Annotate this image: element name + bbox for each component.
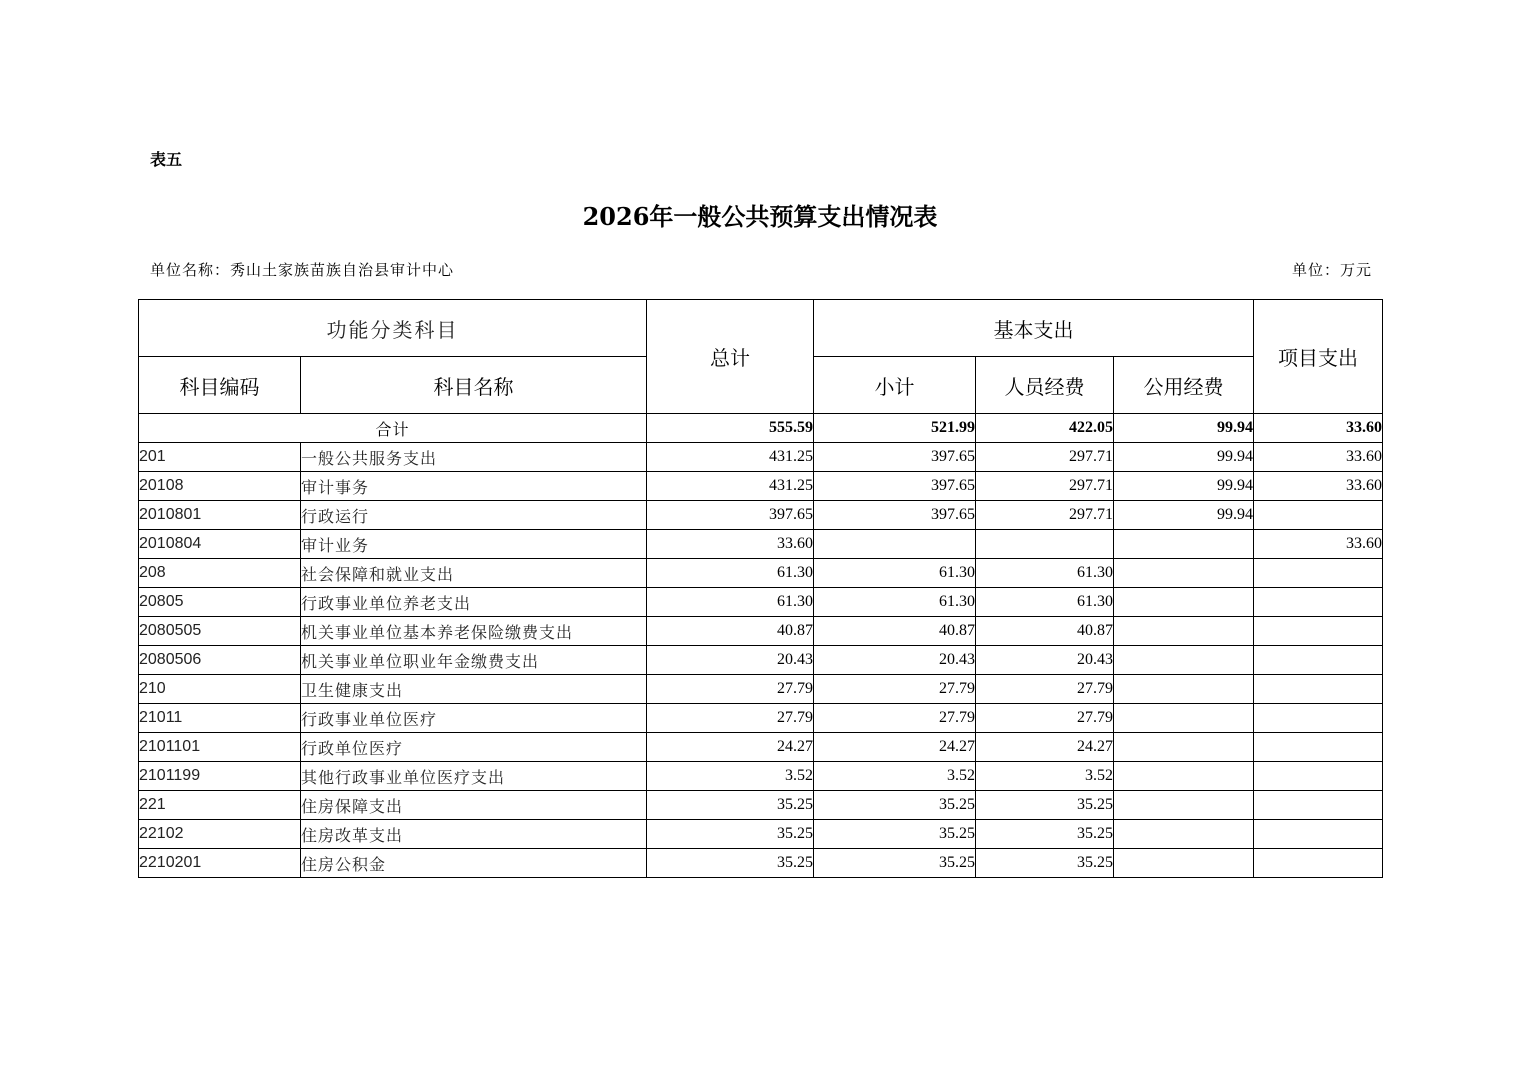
row-name: 住房公积金 — [301, 849, 647, 878]
total-row — [139, 414, 1383, 443]
row-project — [1254, 559, 1383, 588]
total-label: 合计 — [139, 414, 647, 443]
row-total: 431.25 — [647, 472, 814, 501]
row-code: 201 — [139, 443, 301, 472]
row-name: 卫生健康支出 — [301, 675, 647, 704]
header-func-class: 功能分类科目 — [139, 300, 647, 357]
row-total: 20.43 — [647, 646, 814, 675]
table-row — [139, 704, 1383, 733]
row-personnel: 35.25 — [976, 791, 1114, 820]
row-public — [1114, 530, 1254, 559]
row-personnel: 61.30 — [976, 588, 1114, 617]
row-subtotal: 35.25 — [814, 820, 976, 849]
row-public: 99.94 — [1114, 443, 1254, 472]
row-subtotal: 35.25 — [814, 849, 976, 878]
row-total: 35.25 — [647, 849, 814, 878]
row-name: 审计业务 — [301, 530, 647, 559]
row-subtotal: 24.27 — [814, 733, 976, 762]
table-row — [139, 733, 1383, 762]
row-name: 机关事业单位职业年金缴费支出 — [301, 646, 647, 675]
row-public — [1114, 791, 1254, 820]
row-name: 社会保障和就业支出 — [301, 559, 647, 588]
row-public — [1114, 646, 1254, 675]
header-name: 科目名称 — [301, 357, 647, 414]
row-total: 27.79 — [647, 704, 814, 733]
table-row — [139, 588, 1383, 617]
row-project: 33.60 — [1254, 472, 1383, 501]
row-subtotal: 397.65 — [814, 472, 976, 501]
budget-table — [138, 299, 1383, 878]
table-row — [139, 849, 1383, 878]
row-project — [1254, 762, 1383, 791]
row-project — [1254, 820, 1383, 849]
row-public: 99.94 — [1114, 472, 1254, 501]
table-row — [139, 443, 1383, 472]
row-public — [1114, 617, 1254, 646]
row-total: 3.52 — [647, 762, 814, 791]
row-subtotal: 35.25 — [814, 791, 976, 820]
row-personnel: 20.43 — [976, 646, 1114, 675]
row-code: 221 — [139, 791, 301, 820]
header-basic: 基本支出 — [814, 300, 1254, 357]
row-project — [1254, 849, 1383, 878]
row-total: 35.25 — [647, 791, 814, 820]
row-public — [1114, 588, 1254, 617]
row-total: 33.60 — [647, 530, 814, 559]
page-title: 2026年一般公共预算支出情况表 — [582, 202, 938, 231]
row-total: 431.25 — [647, 443, 814, 472]
row-subtotal: 397.65 — [814, 443, 976, 472]
row-project — [1254, 617, 1383, 646]
row-total: 35.25 — [647, 820, 814, 849]
row-name: 审计事务 — [301, 472, 647, 501]
table-row — [139, 472, 1383, 501]
row-public — [1114, 559, 1254, 588]
table-row — [139, 675, 1383, 704]
row-name: 住房改革支出 — [301, 820, 647, 849]
row-project: 33.60 — [1254, 443, 1383, 472]
row-project — [1254, 791, 1383, 820]
table-row — [139, 501, 1383, 530]
row-subtotal: 27.79 — [814, 675, 976, 704]
row-personnel: 3.52 — [976, 762, 1114, 791]
row-code: 2010801 — [139, 501, 301, 530]
row-project — [1254, 501, 1383, 530]
row-code: 21011 — [139, 704, 301, 733]
row-personnel: 297.71 — [976, 501, 1114, 530]
row-code: 208 — [139, 559, 301, 588]
row-name: 行政事业单位医疗 — [301, 704, 647, 733]
row-subtotal: 397.65 — [814, 501, 976, 530]
row-name: 行政运行 — [301, 501, 647, 530]
row-code: 210 — [139, 675, 301, 704]
row-code: 2210201 — [139, 849, 301, 878]
row-public: 99.94 — [1114, 501, 1254, 530]
row-public — [1114, 733, 1254, 762]
row-subtotal: 40.87 — [814, 617, 976, 646]
row-personnel: 35.25 — [976, 849, 1114, 878]
header-personnel: 人员经费 — [976, 357, 1114, 414]
row-code: 20108 — [139, 472, 301, 501]
row-project — [1254, 733, 1383, 762]
row-personnel: 40.87 — [976, 617, 1114, 646]
row-total: 27.79 — [647, 675, 814, 704]
table-row — [139, 646, 1383, 675]
row-subtotal: 27.79 — [814, 704, 976, 733]
total-total: 555.59 — [647, 414, 814, 443]
table-row — [139, 559, 1383, 588]
total-public: 99.94 — [1114, 414, 1254, 443]
row-code: 2101199 — [139, 762, 301, 791]
row-public — [1114, 762, 1254, 791]
row-subtotal: 3.52 — [814, 762, 976, 791]
row-subtotal: 61.30 — [814, 588, 976, 617]
row-personnel: 297.71 — [976, 472, 1114, 501]
row-code: 2080506 — [139, 646, 301, 675]
row-name: 住房保障支出 — [301, 791, 647, 820]
row-code: 2080505 — [139, 617, 301, 646]
row-project — [1254, 675, 1383, 704]
row-project: 33.60 — [1254, 530, 1383, 559]
row-code: 22102 — [139, 820, 301, 849]
table-row — [139, 791, 1383, 820]
row-project — [1254, 588, 1383, 617]
total-project: 33.60 — [1254, 414, 1383, 443]
row-public — [1114, 704, 1254, 733]
row-personnel: 27.79 — [976, 675, 1114, 704]
row-personnel — [976, 530, 1114, 559]
row-subtotal: 61.30 — [814, 559, 976, 588]
row-project — [1254, 646, 1383, 675]
row-total: 24.27 — [647, 733, 814, 762]
table-number: 表五 — [150, 150, 183, 169]
row-code: 2101101 — [139, 733, 301, 762]
row-public — [1114, 820, 1254, 849]
total-subtotal: 521.99 — [814, 414, 976, 443]
row-code: 20805 — [139, 588, 301, 617]
header-subtotal: 小计 — [814, 357, 976, 414]
header-project: 项目支出 — [1254, 300, 1383, 414]
unit-label: 单位：万元 — [1291, 261, 1372, 279]
row-public — [1114, 675, 1254, 704]
table-row — [139, 617, 1383, 646]
row-personnel: 24.27 — [976, 733, 1114, 762]
unit-name: 单位名称：秀山土家族苗族自治县审计中心 — [150, 261, 455, 279]
row-total: 61.30 — [647, 588, 814, 617]
row-personnel: 297.71 — [976, 443, 1114, 472]
table-row — [139, 762, 1383, 791]
row-name: 一般公共服务支出 — [301, 443, 647, 472]
row-name: 行政单位医疗 — [301, 733, 647, 762]
header-code: 科目编码 — [139, 357, 301, 414]
row-total: 397.65 — [647, 501, 814, 530]
row-personnel: 61.30 — [976, 559, 1114, 588]
row-total: 40.87 — [647, 617, 814, 646]
row-total: 61.30 — [647, 559, 814, 588]
row-name: 行政事业单位养老支出 — [301, 588, 647, 617]
row-project — [1254, 704, 1383, 733]
row-name: 其他行政事业单位医疗支出 — [301, 762, 647, 791]
row-subtotal: 20.43 — [814, 646, 976, 675]
table-row — [139, 530, 1383, 559]
row-name: 机关事业单位基本养老保险缴费支出 — [301, 617, 647, 646]
row-personnel: 27.79 — [976, 704, 1114, 733]
row-code: 2010804 — [139, 530, 301, 559]
row-personnel: 35.25 — [976, 820, 1114, 849]
total-personnel: 422.05 — [976, 414, 1114, 443]
row-public — [1114, 849, 1254, 878]
row-subtotal — [814, 530, 976, 559]
header-total: 总计 — [647, 300, 814, 414]
header-public: 公用经费 — [1114, 357, 1254, 414]
table-row — [139, 820, 1383, 849]
